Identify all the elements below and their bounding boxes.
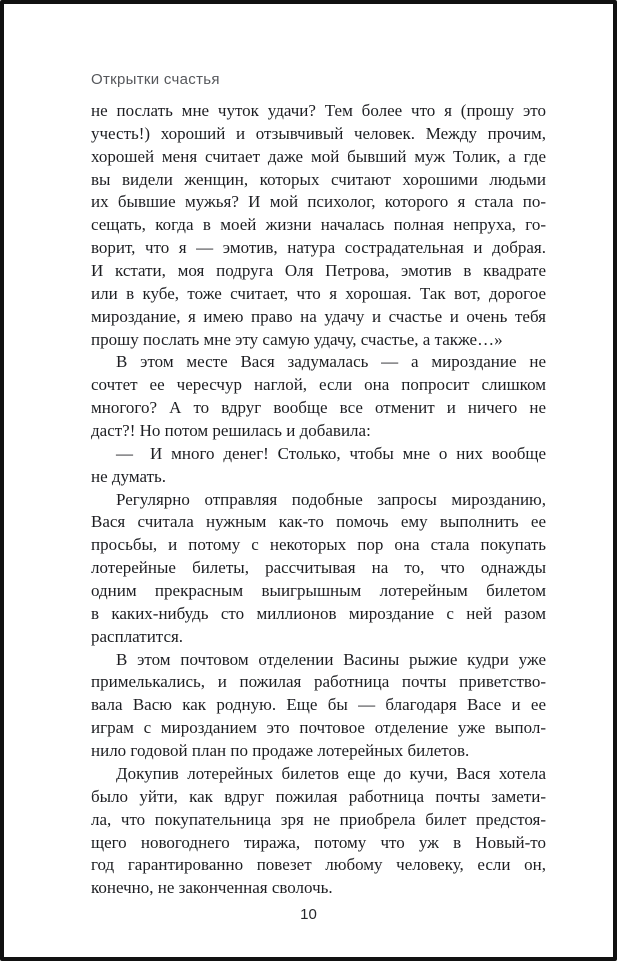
text-line: или в кубе, тоже считает, что я хорошая. Так вот, дорогое [91,283,546,303]
text-line: лотерейные билеты, рассчитывая на то, что однажды [91,558,546,578]
text-line: прошу послать мне эту самую удачу, счастье, а также…» [91,329,503,349]
text-line: сещать, когда в моей жизни началась полная непруха, го- [91,215,546,235]
text-line: мироздание, я имею право на удачу и счастье и очень тебя [91,306,546,326]
text-line: не послать мне чуток удачи? Тем более что я (прошу это [91,101,546,120]
text-line: ворит, что я — эмотив, натура сострадательная и добрая. [91,238,546,258]
text-line: И кстати, моя подруга Оля Петрова, эмотив в квадрате [91,261,546,281]
text-line: вы видели женщин, которых считают хорошими людьми [91,169,546,189]
text-line: даст?! Но потом решилась и добавила: [91,421,371,441]
text-line: расплатится. [91,626,184,646]
text-line: ла, что покупательница зря не приобрела билет предстоя- [91,809,546,829]
body-text [91,100,546,900]
text-line: не думать. [91,466,166,486]
text-line: год гарантированно повезет любому человеку, если он, [91,855,546,875]
text-line: щего новогоднего тиража, потому что уж в Новый-то [91,832,546,852]
text-line: Регулярно отправляя подобные запросы мирозданию, [116,489,546,509]
text-line: в каких-нибудь сто миллионов мироздание с ней разом [91,603,546,623]
text-line: одним прекрасным выигрышным лотерейным билетом [91,581,546,601]
text-line: примелькались, и пожилая работница почты приветство- [91,672,546,692]
text-line: учесть!) хороший и отзывчивый человек. Между прочим, [91,123,546,143]
text-line: конечно, не законченная сволочь. [91,878,333,898]
text-line: В этом месте Вася задумалась — а мироздание не [116,352,546,372]
text-line: хорошей меня считает даже мой бывший муж Толик, а где [91,146,546,166]
text-line: многого? А то вдруг вообще все отменит и ничего не [91,398,546,418]
text-line: было уйти, как вдруг пожилая работница почты замети- [91,786,546,806]
text-line: — И много денег! Столько, чтобы мне о них вообще [116,443,546,463]
text-line: играм с мирозданием это почтовое отделение уже выпол- [91,718,546,738]
text-line: Докупив лотерейных билетов еще до кучи, Вася хотела [116,763,546,783]
text-line: сочтет ее чересчур наглой, если она попросит слишком [91,375,546,395]
page-number: 10 [300,906,317,923]
text-line: просьбы, и потому с некоторых пор она стала покупать [91,535,546,555]
text-line: их бывшие мужья? И мой психолог, которого я стала по- [91,192,546,212]
text-line: вала Васю как родную. Еще бы — благодаря Васе и ее [91,695,546,715]
text-line: Вася считала нужным как-то помочь ему выполнить ее [91,512,546,532]
running-header: Открытки счастья [91,71,220,88]
text-line: нило годовой план по продаже лотерейных билетов. [91,741,470,761]
text-line: В этом почтовом отделении Васины рыжие кудри уже [116,649,546,669]
